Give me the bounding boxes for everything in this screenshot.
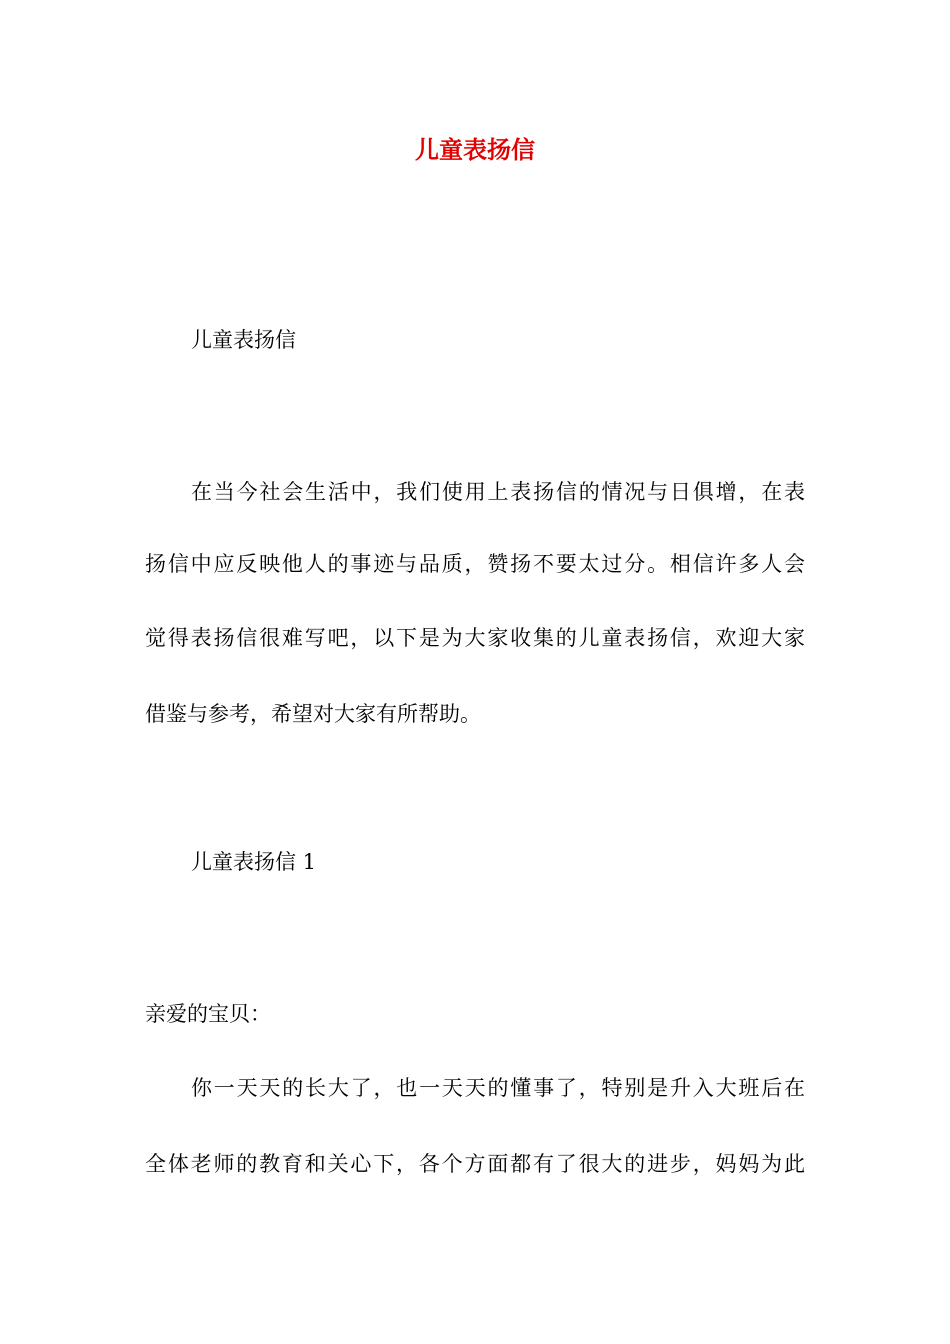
letter-1-line-1: 你一天天的长大了，也一天天的懂事了，特别是升入大班后在 xyxy=(191,1076,805,1100)
intro-line-1: 在当今社会生活中，我们使用上表扬信的情况与日俱增，在表 xyxy=(191,480,805,504)
intro-line-4: 借鉴与参考，希望对大家有所帮助。 xyxy=(145,702,481,726)
letter-1-line-2: 全体老师的教育和关心下，各个方面都有了很大的进步，妈妈为此 xyxy=(145,1152,805,1176)
letter-1-heading: 儿童表扬信 1 xyxy=(191,850,317,874)
salutation: 亲爱的宝贝： xyxy=(145,1002,271,1026)
subheading: 儿童表扬信 xyxy=(191,328,296,352)
intro-line-3: 觉得表扬信很难写吧，以下是为大家收集的儿童表扬信，欢迎大家 xyxy=(145,626,805,650)
intro-line-2: 扬信中应反映他人的事迹与品质，赞扬不要太过分。相信许多人会 xyxy=(145,552,805,576)
document-title: 儿童表扬信 xyxy=(415,136,535,164)
